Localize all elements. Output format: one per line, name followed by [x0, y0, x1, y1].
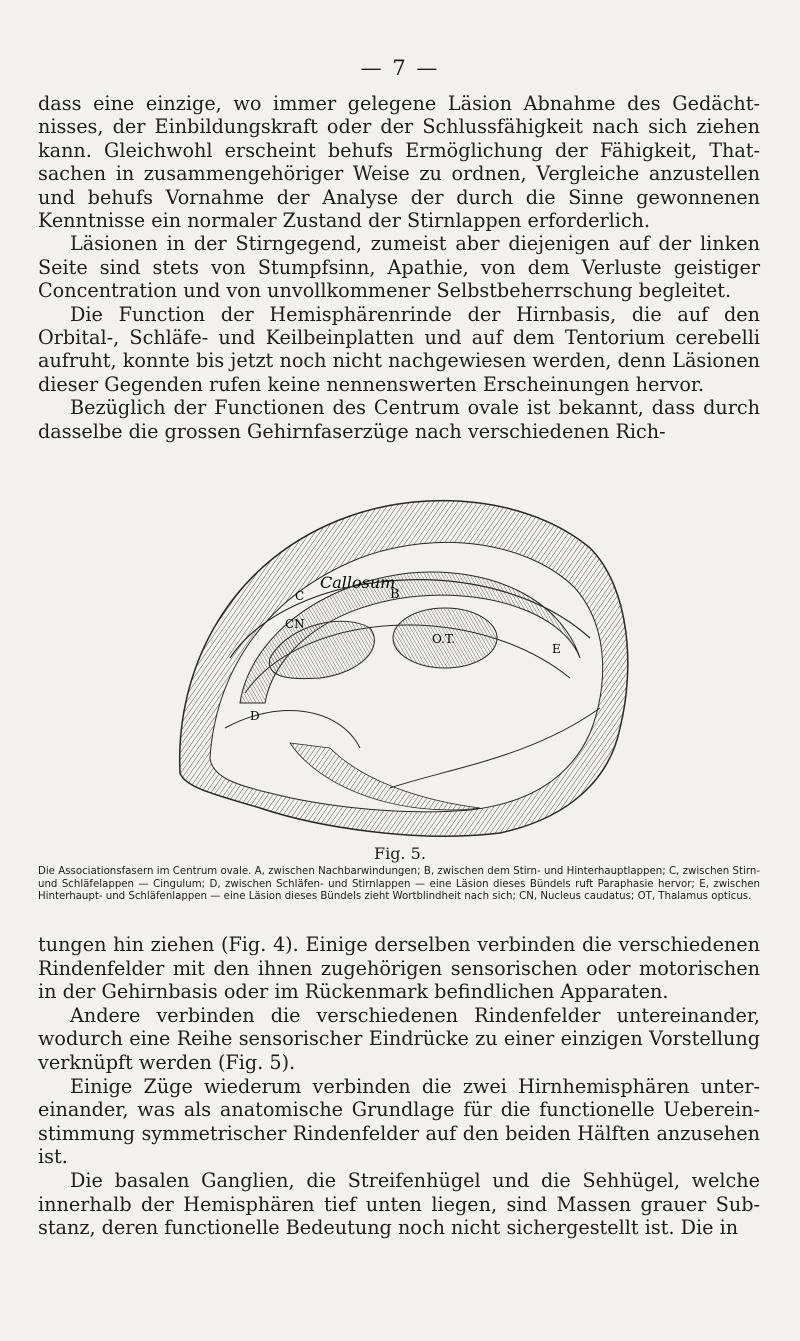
figure-title: Fig. 5.	[374, 844, 426, 863]
label-b: B	[390, 587, 400, 602]
paragraph: Die basalen Ganglien, die Streifenhügel und die Sehhügel, welche innerhalb der Hemisphären tief unten liegen, sind Massen grauer Sub-stanz, deren functionelle Bedeutung noch nicht sichergestellt ist. Die in	[38, 1168, 760, 1240]
paragraph: Andere verbinden die verschiedenen Rindenfelder untereinander, wodurch eine Reihe sensorischer Eindrücke zu einer einzigen Vorstellung verknüpft werden (Fig. 5).	[38, 1003, 760, 1074]
label-e: E	[552, 642, 561, 656]
paragraph: Die Function der Hemisphärenrinde der Hirnbasis, die auf den Orbital-, Schläfe- und Keilbeinplatten und auf dem Tentorium cerebelli aufruht, konnte bis jetzt noch nicht nachgewiesen werden, denn Läsionen dieser Gegenden rufen keine nennenswerten Erscheinungen hervor.	[38, 302, 760, 396]
text-block-bottom	[38, 933, 760, 1240]
label-d: D	[250, 709, 260, 723]
label-callosum: Callosum	[320, 573, 396, 592]
label-c: C	[295, 589, 305, 603]
paragraph: tungen hin ziehen (Fig. 4). Einige derselben verbinden die verschiedenen Rindenfelder mit den ihnen zugehörigen sensorischen oder motorischen in der Gehirnbasis oder im Rückenmark befindlichen Apparaten.	[38, 933, 760, 1004]
figure-caption: Die Associationsfasern im Centrum ovale. A, zwischen Nachbarwindungen; B, zwischen dem Stirn- und Hinterhauptlappen; C, zwischen Stirn- und Schläfelappen — Cingulum; D, zwischen Schläfen- und Stirnlappen — eine Läsion dieses Bündels ruft Paraphasie hervor; E, zwischen Hinterhaupt- und Schläfenlappen — eine Läsion dieses Bündels zieht Wortblindheit nach sich; CN, Nucleus caudatus; OT, Thalamus opticus.	[38, 866, 760, 903]
page-number: — 7 —	[360, 56, 440, 80]
paragraph: dass eine einzige, wo immer gelegene Läsion Abnahme des Gedächt-nisses, der Einbildungskraft oder der Schlussfähigkeit nach sich ziehen kann. Gleichwohl erscheint behufs Ermöglichung der Fähigkeit, That-sachen in zusammengehöriger Weise zu ordnen, Vergleiche anzustellen und behufs Vornahme der Analyse der durch die Sinne gewonnenen Kenntnisse ein normaler Zustand der Stirnlappen erforderlich.	[38, 92, 760, 233]
label-cn: CN	[285, 617, 305, 631]
paragraph: Bezüglich der Functionen des Centrum ovale ist bekannt, dass durch dasselbe die grossen Gehirnfaserzüge nach verschiedenen Rich-	[38, 396, 760, 443]
paragraph: Läsionen in der Stirngegend, zumeist aber diejenigen auf der linken Seite sind stets von Stumpfsinn, Apathie, von dem Verluste geistiger Concentration und von unvollkommener Selbstbeherrschung begleitet.	[38, 232, 760, 303]
brain-association-fibers-figure	[170, 488, 640, 838]
text-block-top	[38, 92, 760, 443]
paragraph: Einige Züge wiederum verbinden die zwei Hirnhemisphären unter-einander, was als anatomische Grundlage für die functionelle Ueberein-stimmung symmetrischer Rindenfelder auf den beiden Hälften anzusehen ist.	[38, 1074, 760, 1169]
label-ot: O.T.	[432, 632, 456, 646]
